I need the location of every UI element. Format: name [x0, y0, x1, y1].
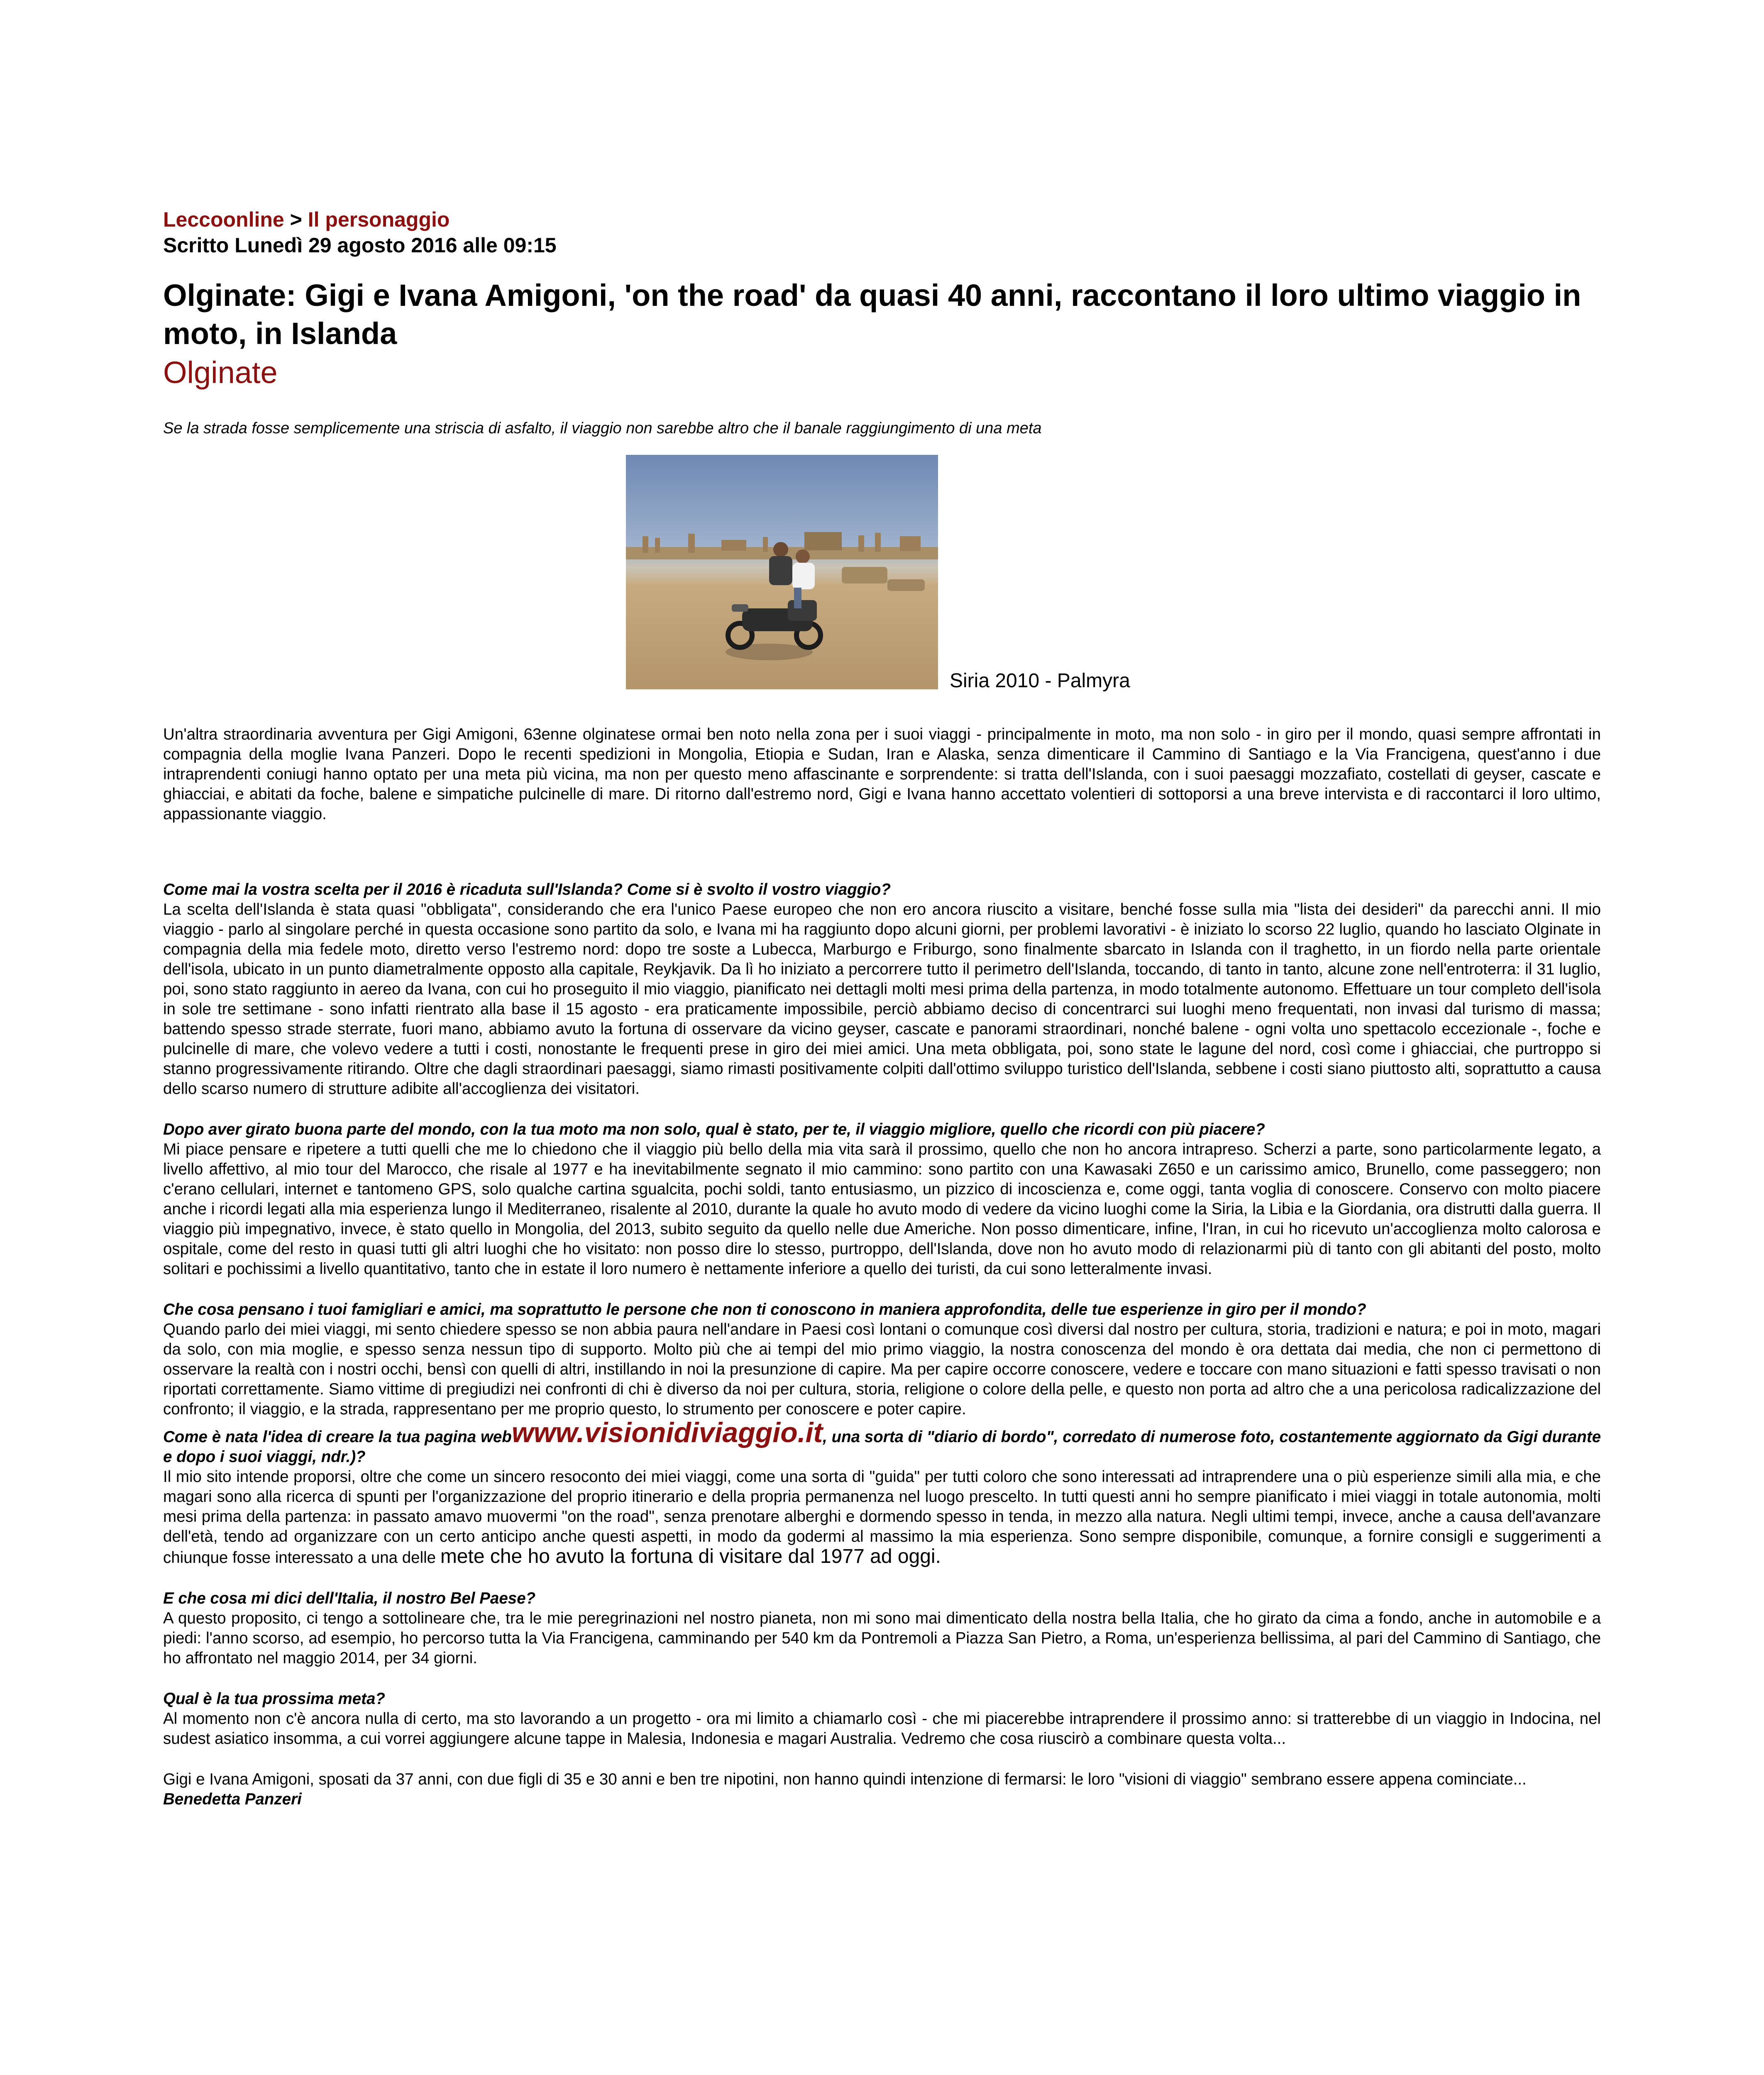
answer-italy: A questo proposito, ci tengo a sottolineare che, tra le mie peregrinazioni nel nostro pianeta, non mi sono mai dimenticato della nostra bella Italia, che ho girato da cima a fondo, anche in automobile e a piedi: l'anno scorso, ad esempio, ho percorso tutta la Via Francigena, camminando per 540 km da Pontremoli a Piazza San Pietro, a Roma, un'esperienza bellissima, al pari del Cammino di Santiago, che ho affrontato nel maggio 2014, per 34 giorni. — [163, 1609, 1601, 1667]
question-2: Dopo aver girato buona parte del mondo, con la tua moto ma non solo, qual è stato, per te, il viaggio migliore, quello che ricordi con più piacere? — [163, 1120, 1265, 1138]
question-website — [163, 1417, 1601, 1467]
article — [163, 207, 1601, 1809]
photo-caption: Siria 2010 - Palmyra — [950, 670, 1130, 692]
article-photo — [626, 455, 938, 689]
closing-paragraph — [163, 1770, 1601, 1809]
qa-section-next — [163, 1689, 1601, 1749]
answer-3: Quando parlo dei miei viaggi, mi sento chiedere spesso se non abbia paura nell'andare in Paesi così lontani o comunque così diversi dal nostro per cultura, storia, tradizioni e natura; e poi in moto, magari da solo, con mia moglie, e spesso senza nessun tipo di supporto. Molto più che ai tempi del mio primo viaggio, la nostra conoscenza del mondo è ora dettata dai media, che non ci permettono di osservare la realtà con i nostri occhi, bensì con quelli di altri, instillando in noi la presunzione di capire. Ma per capire occorre conoscere, vedere e toccare con mano situazioni e fatti spesso travisati o non riportati correttamente. Siamo vittime di pregiudizi nei confronti di chi è diverso da noi per cultura, storia, religione o colore della pelle, e questo non porta ad altro che a una pericolosa radicalizzazione del confronto; il viaggio, e la strada, rappresentano per me proprio questo, lo strumento per conoscere e poter capire. — [163, 1321, 1601, 1418]
question-website-end: , una sorta di "diario di bordo", corredato di numerose foto, costantemente aggiornato da Gigi durante e dopo i suoi viaggi, ndr.)? — [163, 1428, 1601, 1466]
answer-2: Mi piace pensare e ripetere a tutti quelli che me lo chiedono che il viaggio più bello della mia vita sarà il prossimo, quello che non ho ancora intrapreso. Scherzi a parte, sono particolarmente legato, a livello affettivo, al mio tour del Marocco, che risale al 1977 e ha inevitabilmente segnato il mio cammino: sono partito con una Kawasaki Z650 e un carissimo amico, Brunello, come passeggero; non c'erano cellulari, internet e tantomeno GPS, solo qualche cartina sgualcita, pochi soldi, tanto entusiasmo, un pizzico di incoscienza e, come oggi, tanta voglia di conoscere. Conservo con molto piacere anche i ricordi legati alla mia esperienza lungo il Mediterraneo, risalente al 2010, durante la quale ho avuto modo di vedere da vicino luoghi come la Siria, la Libia e la Giordania, ora distrutti dalla guerra. Il viaggio più impegnativo, invece, è stato quello in Mongolia, del 2013, subito seguito da quello nelle due Americhe. Non posso dimenticare, infine, l'Iran, in cui ho ricevuto un'accoglienza molto calorosa e ospitale, come del resto in quasi tutti gli altri luoghi che ho visitato: non posso dire lo stesso, purtroppo, dell'Islanda, dove non ho avuto modo di relazionarmi più di tanto con gli abitanti del posto, molto solitari e pochissimi a livello quantitativo, tanto che in estate il loro numero è nettamente inferiore a quello dei turisti, da cui sono letteralmente invasi. — [163, 1140, 1601, 1278]
answer-website-text: Il mio sito intende proporsi, oltre che come un sincero resoconto dei miei viaggi, come una sorta di "guida" per tutti coloro che sono interessati ad intraprendere una o più esperienze simili alla mia, e che magari sono alla ricerca di spunti per l'organizzazione del proprio itinerario e della propria permanenza nel luogo prescelto. In tutti questi anni ho sempre pianificato i miei viaggi in totale autonomia, molti mesi prima della partenza: in passato amavo muovermi "on the road", senza prenotare alberghi e dormendo spesso in tenda, in mezzo alla natura. Negli ultimi tempi, invece, anche a causa dell'avanzare dell'età, tendo ad organizzare con un certo anticipo anche questi aspetti, in modo da godermi al massimo la mia esperienza. Sono sempre disponibile, comunque, a fornire consigli e suggerimenti a chiunque fosse interessato a una delle — [163, 1468, 1601, 1567]
breadcrumb-site-link[interactable]: Leccoonline — [163, 208, 284, 231]
qa-section-website — [163, 1417, 1601, 1568]
qa-section-3 — [163, 1300, 1601, 1419]
closing-text: Gigi e Ivana Amigoni, sposati da 37 anni, con due figli di 35 e 30 anni e ben tre nipotini, non hanno quindi intenzione di fermarsi: le loro "visioni di viaggio" sembrano essere appena cominciate... — [163, 1770, 1527, 1788]
breadcrumb-separator: > — [290, 208, 302, 231]
answer-next: Al momento non c'è ancora nulla di certo, ma sto lavorando a un progetto - ora mi limito a chiamarlo così - che mi piacerebbe intraprendere il prossimo anno: si tratterebbe di un viaggio in Indocina, nel sudest asiatico insomma, a cui vorrei aggiungere alcune tappe in Malesia, Indonesia e magari Australia. Vedremo che cosa riuscirò a combinare questa volta... — [163, 1710, 1601, 1748]
riders — [769, 542, 819, 608]
breadcrumb — [163, 207, 1601, 232]
author-name: Benedetta Panzeri — [163, 1790, 302, 1808]
breadcrumb-section-link[interactable]: Il personaggio — [308, 208, 450, 231]
location-link[interactable]: Olginate — [163, 355, 278, 390]
question-website-start: Come è nata l'idea di creare la tua pagina web — [163, 1428, 512, 1446]
website-link[interactable]: www.visionidiviaggio.it — [511, 1417, 823, 1448]
answer-1: La scelta dell'Islanda è stata quasi "obbligata", considerando che era l'unico Paese europeo che non ero ancora riuscito a visitare, benché fosse sulla mia "lista dei desideri" da parecchi anni. Il mio viaggio - parlo al singolare perché in questa occasione sono partito da solo, e Ivana mi ha raggiunto dopo alcuni giorni, per problemi lavorativi - è iniziato lo scorso 22 luglio, quando ho lasciato Olginate in compagnia della mia fedele moto, diretto verso l'estremo nord: dopo tre soste a Lubecca, Marburgo e Friburgo, sono finalmente sbarcato in Islanda con il traghetto, in un fiordo nella parte orientale dell'isola, ubicato in un punto diametralmente opposto alla capitale, Reykjavik. Da lì ho iniziato a percorrere tutto il perimetro dell'Islanda, toccando, di tanto in tanto, alcune zone nell'entroterra: il 31 luglio, poi, sono stato raggiunto in aereo da Ivana, con cui ho proseguito il mio viaggio, pianificato nei dettagli molti mesi prima della partenza, in modo totalmente autonomo. Effettuare un tour completo dell'isola in sole tre settimane - sono infatti rientrato alla base il 15 agosto - era praticamente impossibile, perciò abbiamo deciso di concentrarci sui luoghi meno frequentati, non invasi dal turismo di massa; battendo spesso strade sterrate, fuori mano, abbiamo avuto la fortuna di osservare da vicino geyser, cascate e panorami straordinari, nonché balene - ogni volta uno spettacolo eccezionale -, foche e pulcinelle di mare, che volevo vedere a tutti i costi, nonostante le frequenti prese in giro dei miei amici. Una meta obbligata, poi, sono state le lagune del nord, così come i ghiacciai, che purtroppo si stanno progressivamente ritirando. Oltre che dagli straordinari paesaggi, siamo rimasti positivamente colpiti dall'ottimo sviluppo turistico dell'Islanda, sebbene i costi siano piuttosto alti, soprattutto a causa dello scarso numero di strutture adibite all'accoglienza dei visitatori. — [163, 901, 1601, 1098]
question-next: Qual è la tua prossima meta? — [163, 1690, 385, 1708]
byline: Scritto Lunedì 29 agosto 2016 alle 09:15 — [163, 234, 557, 257]
photo-block — [163, 455, 1601, 691]
qa-section-2 — [163, 1120, 1601, 1279]
article-title: Olginate: Gigi e Ivana Amigoni, 'on the road' da quasi 40 anni, raccontano il loro ultimo viaggio in moto, in Islanda — [163, 278, 1581, 351]
answer-website — [163, 1467, 1601, 1568]
question-3: Che cosa pensano i tuoi famigliari e amici, ma soprattutto le persone che non ti conoscono in maniera approfondita, delle tue esperienze in giro per il mondo? — [163, 1301, 1366, 1318]
answer-website-tail: mete che ho avuto la fortuna di visitare dal 1977 ad oggi. — [440, 1545, 941, 1567]
question-1: Come mai la vostra scelta per il 2016 è ricaduta sull'Islanda? Come si è svolto il vostro viaggio? — [163, 881, 891, 898]
qa-section-italy — [163, 1589, 1601, 1668]
article-lead: Se la strada fosse semplicemente una striscia di asfalto, il viaggio non sarebbe altro che il banale raggiungimento di una meta — [163, 420, 1042, 437]
qa-section-1 — [163, 880, 1601, 1099]
article-intro: Un'altra straordinaria avventura per Gigi Amigoni, 63enne olginatese ormai ben noto nella zona per i suoi viaggi - principalmente in moto, ma non solo - in giro per il mondo, quasi sempre affrontati in compagnia della moglie Ivana Panzeri. Dopo le recenti spedizioni in Mongolia, Etiopia e Sudan, Iran e Alaska, senza dimenticare il Cammino di Santiago e la Via Francigena, quest'anno i due intraprendenti coniugi hanno optato per una meta più vicina, ma non per questo meno affascinante e sorprendente: si tratta dell'Islanda, con i suoi paesaggi mozzafiato, costellati di geyser, cascate e ghiacciai, e abitati da foche, balene e simpatiche pulcinelle di mare. Di ritorno dall'estremo nord, Gigi e Ivana hanno accettato volentieri di sottoporsi a una breve intervista e di raccontarci il loro ultimo, appassionante viaggio. — [163, 725, 1601, 823]
question-italy: E che cosa mi dici dell'Italia, il nostro Bel Paese? — [163, 1589, 536, 1607]
